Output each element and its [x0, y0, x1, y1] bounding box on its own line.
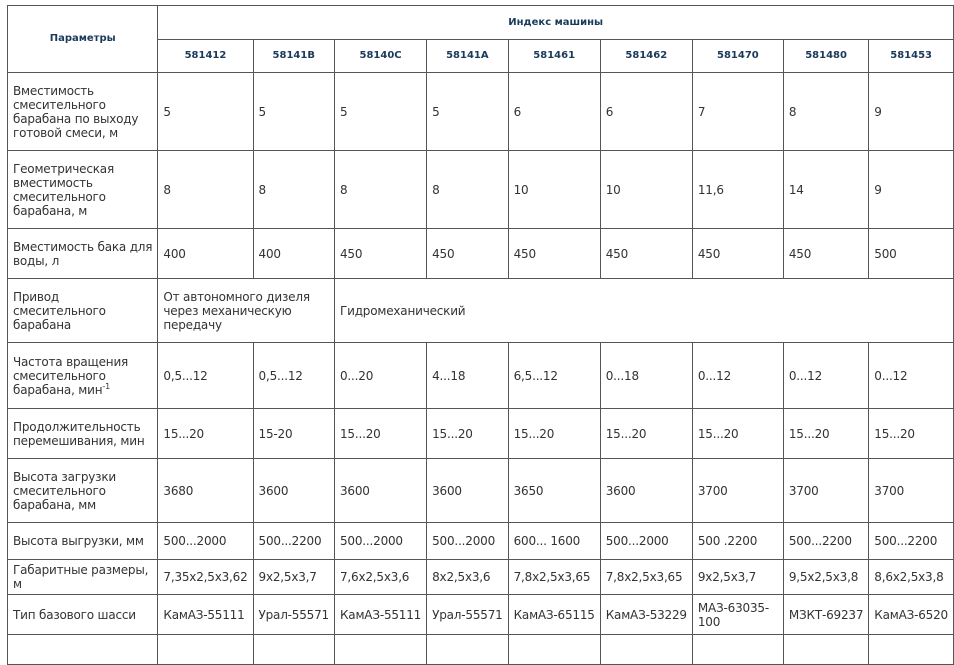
row-label: Привод смесительного барабана: [8, 279, 158, 343]
table-cell: 9x2,5x3,7: [692, 560, 783, 595]
table-cell: 6: [508, 73, 600, 151]
table-cell: 9x2,5x3,7: [253, 560, 334, 595]
table-cell: 8: [253, 151, 334, 229]
model-header: 581461: [508, 40, 600, 73]
table-cell: КамАЗ-65115: [508, 595, 600, 635]
table-row: [8, 73, 954, 151]
table-cell: 15...20: [692, 409, 783, 459]
table-cell: 15...20: [334, 409, 426, 459]
table-row: [8, 459, 954, 523]
table-cell: 7,8x2,5x3,65: [600, 560, 692, 595]
row-label: Геометрическая вместимость смесительного барабана, м: [8, 151, 158, 229]
model-header: 58141А: [427, 40, 508, 73]
table-cell: 6,5...12: [508, 343, 600, 409]
table-cell: [253, 635, 334, 665]
row-label: [8, 343, 158, 409]
table-cell: 7,35x2,5x3,62: [158, 560, 253, 595]
table-cell: [508, 635, 600, 665]
table-cell: 500...2000: [158, 523, 253, 560]
table-cell: [334, 635, 426, 665]
table-row: [8, 560, 954, 595]
table-cell: 15...20: [600, 409, 692, 459]
table-cell: 0...12: [783, 343, 868, 409]
table-cell: Урал-55571: [253, 595, 334, 635]
table-cell: 5: [334, 73, 426, 151]
table-cell: 0...18: [600, 343, 692, 409]
table-cell: 5: [427, 73, 508, 151]
table-cell: [692, 635, 783, 665]
row-label: Вместимость бака для воды, л: [8, 229, 158, 279]
table-cell: 500...2200: [869, 523, 954, 560]
table-cell: 3600: [427, 459, 508, 523]
model-header: 581480: [783, 40, 868, 73]
table-row-partial: [8, 635, 954, 665]
table-row: [8, 151, 954, 229]
table-cell: МАЗ-63035-100: [692, 595, 783, 635]
table-cell: 0...20: [334, 343, 426, 409]
table-cell: 5: [158, 73, 253, 151]
table-cell: КамАЗ-6520: [869, 595, 954, 635]
row-label: Высота выгрузки, мм: [8, 523, 158, 560]
index-header: Индекс машины: [158, 6, 954, 40]
table-row: [8, 523, 954, 560]
table-cell: 600... 1600: [508, 523, 600, 560]
table-cell: От автономного дизеля через механическую передачу: [158, 279, 335, 343]
table-cell: 3700: [692, 459, 783, 523]
row-label: Тип базового шасси: [8, 595, 158, 635]
table-cell: 450: [783, 229, 868, 279]
table-cell: 3600: [600, 459, 692, 523]
table-cell: 500: [869, 229, 954, 279]
model-header: 581470: [692, 40, 783, 73]
table-cell: [8, 635, 158, 665]
table-cell: 15-20: [253, 409, 334, 459]
table-cell: 14: [783, 151, 868, 229]
table-cell: 6: [600, 73, 692, 151]
table-cell: 10: [600, 151, 692, 229]
table-cell: [783, 635, 868, 665]
table-cell: 8: [158, 151, 253, 229]
table-cell: 500...2000: [427, 523, 508, 560]
table-cell: 8: [783, 73, 868, 151]
spec-table: [7, 5, 954, 665]
table-cell: 400: [253, 229, 334, 279]
table-cell: 7,8x2,5x3,65: [508, 560, 600, 595]
table-cell: 500...2000: [600, 523, 692, 560]
table-cell: 500 .2200: [692, 523, 783, 560]
table-cell: КамАЗ-55111: [334, 595, 426, 635]
table-cell: 3700: [869, 459, 954, 523]
table-cell: 9,5x2,5x3,8: [783, 560, 868, 595]
table-cell: 0...12: [692, 343, 783, 409]
table-cell: 11,6: [692, 151, 783, 229]
table-cell: 3650: [508, 459, 600, 523]
table-cell: 8x2,5x3,6: [427, 560, 508, 595]
table-row: [8, 343, 954, 409]
table-cell: 7: [692, 73, 783, 151]
table-cell: 3600: [253, 459, 334, 523]
table-row: [8, 409, 954, 459]
table-cell: 8: [334, 151, 426, 229]
table-cell: 450: [427, 229, 508, 279]
table-cell: 450: [692, 229, 783, 279]
model-header: 581453: [869, 40, 954, 73]
table-cell: 15...20: [158, 409, 253, 459]
table-cell: 0,5...12: [158, 343, 253, 409]
table-cell: 3700: [783, 459, 868, 523]
table-cell: МЗКТ-69237: [783, 595, 868, 635]
table-row: [8, 229, 954, 279]
table-cell: 15...20: [427, 409, 508, 459]
table-cell: 500...2200: [253, 523, 334, 560]
table-cell: 9: [869, 73, 954, 151]
table-row: [8, 279, 954, 343]
row-label-text: Частота вращения смесительного барабана, мин: [13, 354, 129, 397]
table-row: [8, 595, 954, 635]
table-cell: 15...20: [869, 409, 954, 459]
model-header: 581462: [600, 40, 692, 73]
model-header: 58141В: [253, 40, 334, 73]
table-cell: 5: [253, 73, 334, 151]
table-cell: [158, 635, 253, 665]
table-cell: 450: [334, 229, 426, 279]
table-cell: 500...2200: [783, 523, 868, 560]
table-cell: Урал-55571: [427, 595, 508, 635]
table-cell: 10: [508, 151, 600, 229]
table-cell: [427, 635, 508, 665]
table-cell: 450: [600, 229, 692, 279]
table-cell: 0,5...12: [253, 343, 334, 409]
params-header: Параметры: [8, 6, 158, 73]
table-cell: Гидромеханический: [334, 279, 953, 343]
table-cell: 15...20: [508, 409, 600, 459]
table-cell: КамАЗ-53229: [600, 595, 692, 635]
table-cell: 450: [508, 229, 600, 279]
table-cell: 3680: [158, 459, 253, 523]
table-cell: 500...2000: [334, 523, 426, 560]
table-cell: [600, 635, 692, 665]
table-cell: 15...20: [783, 409, 868, 459]
table-cell: 9: [869, 151, 954, 229]
table-cell: 8,6x2,5x3,8: [869, 560, 954, 595]
model-header: 58140С: [334, 40, 426, 73]
table-cell: 400: [158, 229, 253, 279]
row-label: Высота загрузки смесительного барабана, мм: [8, 459, 158, 523]
table-cell: КамАЗ-55111: [158, 595, 253, 635]
row-label-sup: -1: [102, 381, 110, 391]
row-label: Продолжительность перемешивания, мин: [8, 409, 158, 459]
table-cell: 7,6x2,5x3,6: [334, 560, 426, 595]
table-cell: 0...12: [869, 343, 954, 409]
model-header: 581412: [158, 40, 253, 73]
table-cell: 3600: [334, 459, 426, 523]
table-cell: [869, 635, 954, 665]
table-cell: 8: [427, 151, 508, 229]
row-label: Габаритные размеры, м: [8, 560, 158, 595]
row-label: Вместимость смесительного барабана по выходу готовой смеси, м: [8, 73, 158, 151]
table-cell: 4...18: [427, 343, 508, 409]
